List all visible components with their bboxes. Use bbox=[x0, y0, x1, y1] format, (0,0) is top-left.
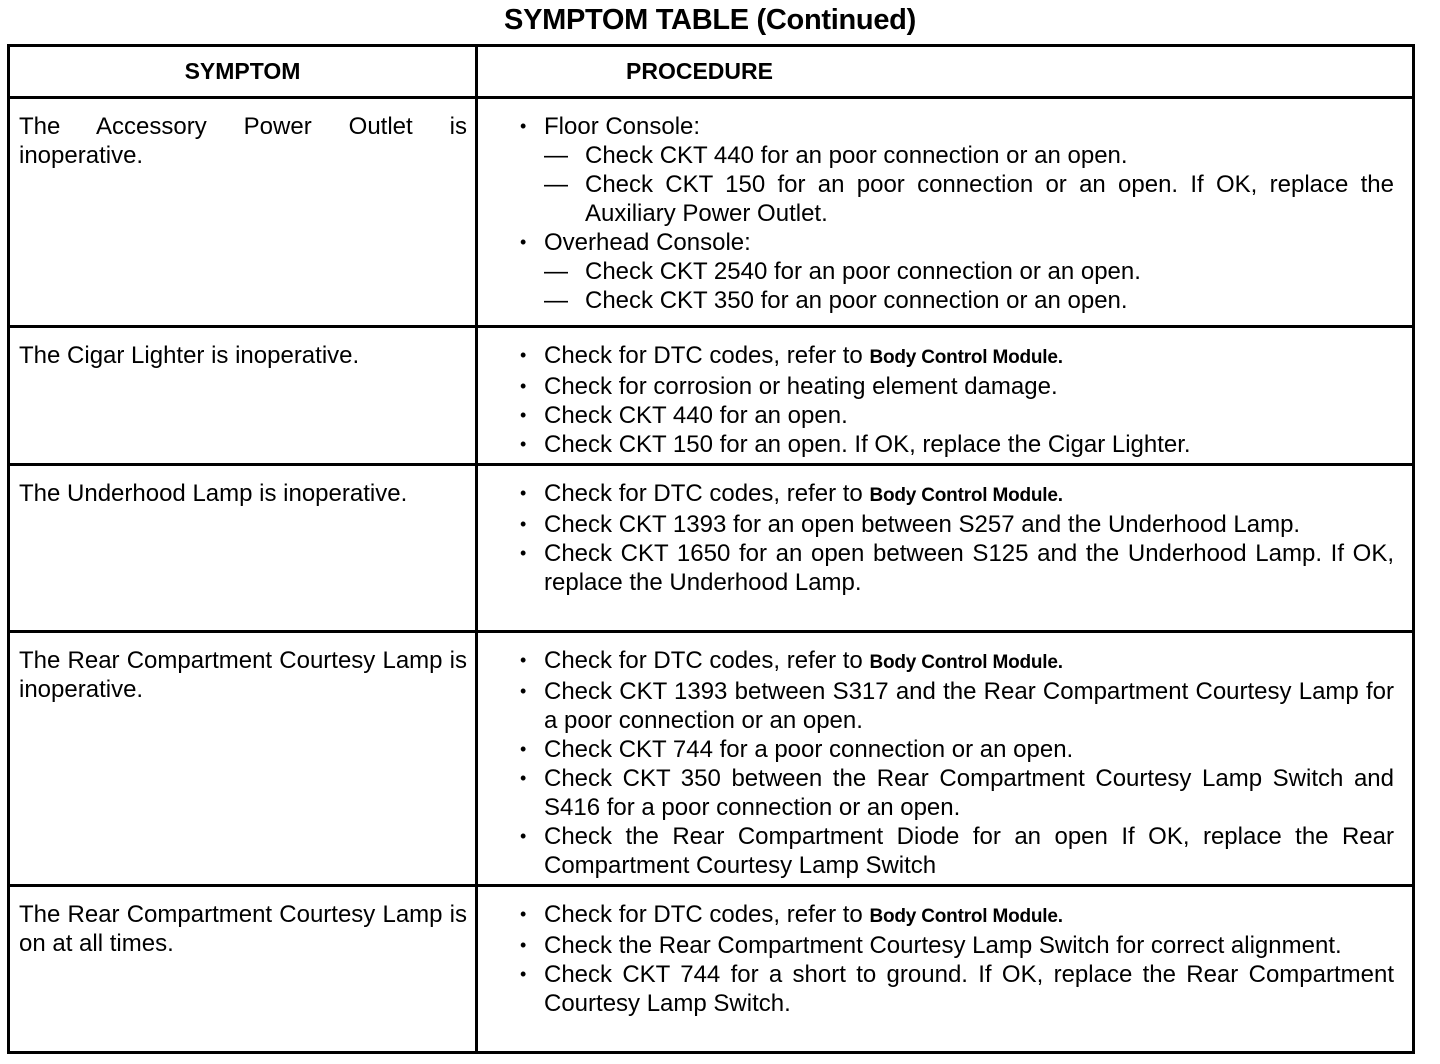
table-header-row bbox=[9, 46, 1414, 98]
procedure-step: • Check CKT 440 for an open. bbox=[518, 401, 1394, 430]
procedure-sub-step: — Check CKT 440 for an poor connection or an open. bbox=[544, 141, 1394, 170]
table-row bbox=[9, 327, 1414, 465]
procedure-step: • Check the Rear Compartment Diode for an open If OK, replace the Rear Compartment Courtesy Lamp Switch bbox=[518, 822, 1394, 880]
procedure-list bbox=[518, 112, 1394, 315]
procedure-sub-step: — Check CKT 350 for an poor connection or an open. bbox=[544, 286, 1394, 315]
procedure-list bbox=[518, 646, 1394, 880]
procedure-cell bbox=[477, 886, 1414, 1053]
table-row bbox=[9, 98, 1414, 327]
sub-step-list bbox=[544, 141, 1394, 228]
procedure-step: • Check CKT 744 for a short to ground. If OK, replace the Rear Compartment Courtesy Lamp Switch. bbox=[518, 960, 1394, 1018]
procedure-step bbox=[518, 112, 1394, 228]
reference-link-body-control-module[interactable]: Body Control Module. bbox=[869, 652, 1063, 673]
reference-link-body-control-module[interactable]: Body Control Module. bbox=[869, 485, 1063, 506]
procedure-step bbox=[518, 479, 1394, 510]
procedure-sub-step: — Check CKT 150 for an poor connection or an open. If OK, replace the Auxiliary Power Outlet. bbox=[544, 170, 1394, 228]
procedure-cell bbox=[477, 465, 1414, 632]
reference-link-body-control-module[interactable]: Body Control Module. bbox=[869, 347, 1063, 368]
column-header-procedure: PROCEDURE bbox=[477, 46, 1414, 98]
step-text: Check for DTC codes, refer to bbox=[544, 342, 863, 369]
symptom-cell: The Accessory Power Outlet is inoperative. bbox=[9, 98, 477, 327]
sub-step-list bbox=[544, 257, 1394, 315]
procedure-step bbox=[518, 646, 1394, 677]
symptom-cell: The Cigar Lighter is inoperative. bbox=[9, 327, 477, 465]
procedure-step: • Check CKT 744 for a poor connection or an open. bbox=[518, 735, 1394, 764]
step-text: Check for DTC codes, refer to bbox=[544, 647, 863, 674]
procedure-step: • Check for corrosion or heating element damage. bbox=[518, 372, 1394, 401]
symptom-table bbox=[7, 44, 1415, 1054]
procedure-step bbox=[518, 900, 1394, 931]
symptom-cell: The Rear Compartment Courtesy Lamp is on at all times. bbox=[9, 886, 477, 1053]
procedure-step: • Check CKT 350 between the Rear Compartment Courtesy Lamp Switch and S416 for a poor connection or an open. bbox=[518, 764, 1394, 822]
step-text: Check for DTC codes, refer to bbox=[544, 480, 863, 507]
table-row bbox=[9, 886, 1414, 1053]
procedure-list bbox=[518, 479, 1394, 597]
page-title: SYMPTOM TABLE (Continued) bbox=[504, 4, 916, 36]
procedure-list bbox=[518, 900, 1394, 1018]
procedure-step: • Check CKT 1393 between S317 and the Rear Compartment Courtesy Lamp for a poor connection or an open. bbox=[518, 677, 1394, 735]
symptom-cell: The Rear Compartment Courtesy Lamp is inoperative. bbox=[9, 632, 477, 886]
symptom-cell: The Underhood Lamp is inoperative. bbox=[9, 465, 477, 632]
procedure-cell bbox=[477, 327, 1414, 465]
procedure-list bbox=[518, 341, 1394, 459]
procedure-step: • Check CKT 1650 for an open between S125 and the Underhood Lamp. If OK, replace the Underhood Lamp. bbox=[518, 539, 1394, 597]
reference-link-body-control-module[interactable]: Body Control Module. bbox=[869, 906, 1063, 927]
procedure-sub-step: — Check CKT 2540 for an poor connection or an open. bbox=[544, 257, 1394, 286]
procedure-step: • Check the Rear Compartment Courtesy Lamp Switch for correct alignment. bbox=[518, 931, 1394, 960]
procedure-step bbox=[518, 341, 1394, 372]
column-header-symptom: SYMPTOM bbox=[9, 46, 477, 98]
procedure-step bbox=[518, 228, 1394, 315]
procedure-step: • Check CKT 1393 for an open between S257 and the Underhood Lamp. bbox=[518, 510, 1394, 539]
table-row bbox=[9, 465, 1414, 632]
step-text: Floor Console: bbox=[544, 113, 701, 140]
procedure-cell bbox=[477, 632, 1414, 886]
step-text: Check for DTC codes, refer to bbox=[544, 901, 863, 928]
procedure-cell bbox=[477, 98, 1414, 327]
table-row bbox=[9, 632, 1414, 886]
step-text: Overhead Console: bbox=[544, 229, 751, 256]
procedure-step: • Check CKT 150 for an open. If OK, replace the Cigar Lighter. bbox=[518, 430, 1394, 459]
